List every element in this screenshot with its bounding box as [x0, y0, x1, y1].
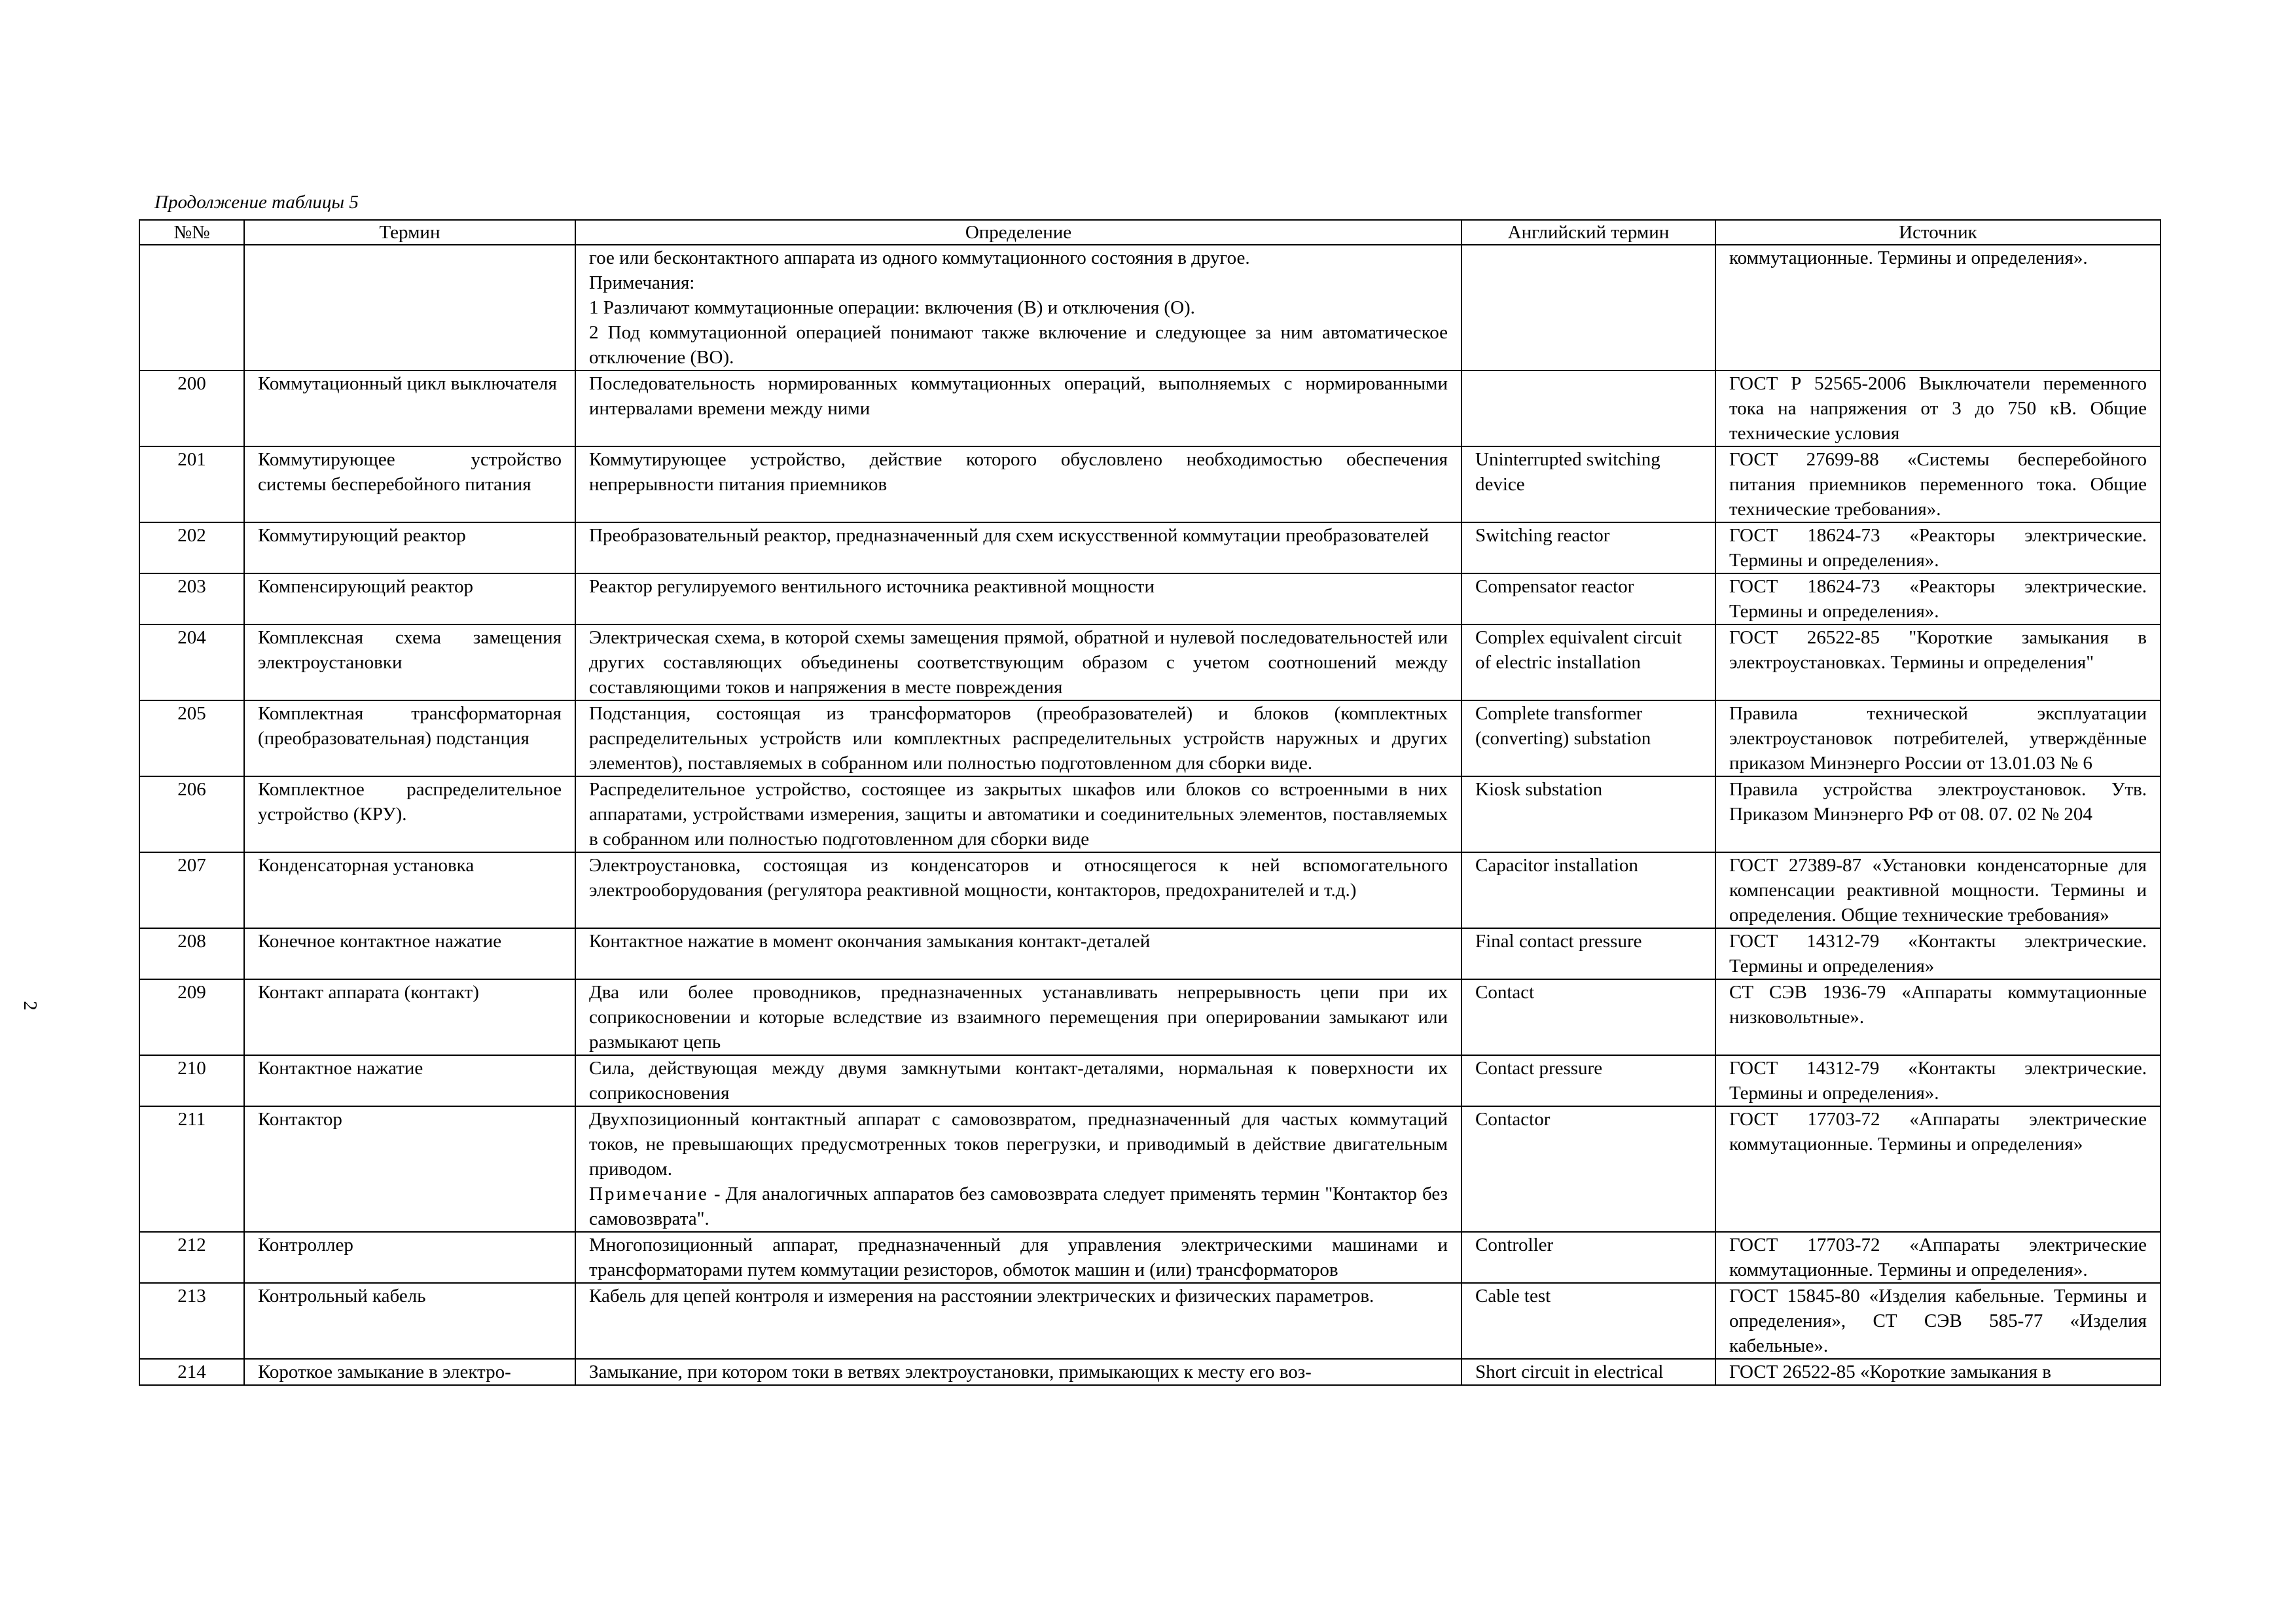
cell-term: Коммутационный цикл выключателя: [244, 370, 575, 446]
cell-number: [139, 245, 244, 370]
cell-source: Правила устройства электроустановок. Утв. Приказом Минэнерго РФ от 08. 07. 02 № 204: [1715, 776, 2161, 852]
cell-source: СТ СЭВ 1936-79 «Аппараты коммутационные низковольтные».: [1715, 979, 2161, 1055]
cell-source: ГОСТ Р 52565-2006 Выключатели переменного тока на напряжения от 3 до 750 кВ. Общие технические условия: [1715, 370, 2161, 446]
cell-number: 209: [139, 979, 244, 1055]
cell-number: 210: [139, 1055, 244, 1106]
cell-definition: Кабель для цепей контроля и измерения на расстоянии электрических и физических параметров.: [575, 1283, 1462, 1359]
cell-english-term: Controller: [1462, 1232, 1715, 1283]
cell-definition: Многопозиционный аппарат, предназначенный для управления электрическими машинами и трансформаторами путем коммутации резисторов, обмоток машин и (или) трансформаторов: [575, 1232, 1462, 1283]
cell-term: Контрольный кабель: [244, 1283, 575, 1359]
table-row: [139, 776, 2161, 852]
cell-english-term: Final contact pressure: [1462, 928, 1715, 979]
cell-number: 213: [139, 1283, 244, 1359]
cell-number: 200: [139, 370, 244, 446]
cell-source: коммутационные. Термины и определения».: [1715, 245, 2161, 370]
cell-source: ГОСТ 14312-79 «Контакты электрические. Термины и определения»: [1715, 928, 2161, 979]
cell-term: Коммутирующий реактор: [244, 522, 575, 573]
note-label: Примечание: [589, 1183, 709, 1204]
header-source: Источник: [1715, 220, 2161, 245]
cell-number: 212: [139, 1232, 244, 1283]
cell-definition: Преобразовательный реактор, предназначенный для схем искусственной коммутации преобразователей: [575, 522, 1462, 573]
table-header-row: [139, 220, 2161, 245]
cell-english-term: Kiosk substation: [1462, 776, 1715, 852]
cell-source: ГОСТ 26522-85 «Короткие замыкания в: [1715, 1359, 2161, 1385]
cell-source: ГОСТ 27389-87 «Установки конденсаторные для компенсации реактивной мощности. Термины и определения. Общие технические требования»: [1715, 852, 2161, 928]
cell-number: 205: [139, 700, 244, 776]
table-row: [139, 1283, 2161, 1359]
cell-source: ГОСТ 14312-79 «Контакты электрические. Термины и определения».: [1715, 1055, 2161, 1106]
cell-source: ГОСТ 26522-85 "Короткие замыкания в электроустановках. Термины и определения": [1715, 624, 2161, 700]
cell-source: ГОСТ 17703-72 «Аппараты электрические коммутационные. Термины и определения».: [1715, 1232, 2161, 1283]
cell-source: ГОСТ 27699-88 «Системы бесперебойного питания приемников переменного тока. Общие технические требования».: [1715, 446, 2161, 522]
cell-english-term: Compensator reactor: [1462, 573, 1715, 624]
cell-english-term: Uninterrupted switching device: [1462, 446, 1715, 522]
cell-definition: Распределительное устройство, состоящее из закрытых шкафов или блоков со встроенными в них аппаратами, устройствами измерения, защиты и автоматики и соединительных элементов, поставляемых в собранном или полностью подготовленном для сборки виде: [575, 776, 1462, 852]
cell-number: 208: [139, 928, 244, 979]
cell-english-term: [1462, 245, 1715, 370]
cell-definition: Сила, действующая между двумя замкнутыми контакт-деталями, нормальная к поверхности их соприкосновения: [575, 1055, 1462, 1106]
table-row: [139, 624, 2161, 700]
cell-term: Конденсаторная установка: [244, 852, 575, 928]
cell-english-term: Complete transformer (converting) substation: [1462, 700, 1715, 776]
table-caption: Продолжение таблицы 5: [154, 192, 359, 213]
table-row: [139, 1359, 2161, 1385]
definition-note-heading: Примечания:: [589, 272, 695, 293]
cell-term: Компенсирующий реактор: [244, 573, 575, 624]
table-row: [139, 852, 2161, 928]
cell-english-term: Switching reactor: [1462, 522, 1715, 573]
cell-definition: Контактное нажатие в момент окончания замыкания контакт-деталей: [575, 928, 1462, 979]
cell-english-term: Contact pressure: [1462, 1055, 1715, 1106]
cell-source: Правила технической эксплуатации электроустановок потребителей, утверждённые приказом Минэнерго России от 13.01.03 № 6: [1715, 700, 2161, 776]
note-text: - Для аналогичных аппаратов без самовозврата следует применять термин "Контактор без самовозврата".: [589, 1183, 1448, 1229]
cell-number: 203: [139, 573, 244, 624]
cell-english-term: Cable test: [1462, 1283, 1715, 1359]
cell-definition: Электроустановка, состоящая из конденсаторов и относящегося к ней вспомогательного электрооборудования (регулятора реактивной мощности, контакторов, предохранителей и т.д.): [575, 852, 1462, 928]
cell-source: ГОСТ 17703-72 «Аппараты электрические коммутационные. Термины и определения»: [1715, 1106, 2161, 1232]
definition-note-2: 2 Под коммутационной операцией понимают также включение и следующее за ним автоматическое отключение (ВО).: [589, 322, 1448, 368]
cell-definition: Реактор регулируемого вентильного источника реактивной мощности: [575, 573, 1462, 624]
table-row: [139, 979, 2161, 1055]
definition-note: [589, 1182, 1448, 1231]
cell-definition: Последовательность нормированных коммутационных операций, выполняемых с нормированными интервалами времени между ними: [575, 370, 1462, 446]
cell-english-term: Capacitor installation: [1462, 852, 1715, 928]
cell-english-term: Contactor: [1462, 1106, 1715, 1232]
page-number: 2: [19, 1001, 41, 1011]
cell-source: ГОСТ 18624-73 «Реакторы электрические. Термины и определения».: [1715, 573, 2161, 624]
cell-term: Контроллер: [244, 1232, 575, 1283]
cell-definition: Два или более проводников, предназначенных устанавливать непрерывность цепи при их соприкосновении и которые вследствие из взаимного перемещения при оперировании замыкают или размыкают цепь: [575, 979, 1462, 1055]
header-term: Термин: [244, 220, 575, 245]
cell-term: Коммутирующее устройство системы бесперебойного питания: [244, 446, 575, 522]
cell-english-term: [1462, 370, 1715, 446]
cell-definition: Коммутирующее устройство, действие которого обусловлено необходимостью обеспечения непрерывности питания приемников: [575, 446, 1462, 522]
cell-term: [244, 245, 575, 370]
cell-number: 201: [139, 446, 244, 522]
cell-source: ГОСТ 15845-80 «Изделия кабельные. Термины и определения», СТ СЭВ 585-77 «Изделия кабельные».: [1715, 1283, 2161, 1359]
cell-source: ГОСТ 18624-73 «Реакторы электрические. Термины и определения».: [1715, 522, 2161, 573]
terms-table: [139, 219, 2161, 1386]
table-row: [139, 700, 2161, 776]
cell-number: 214: [139, 1359, 244, 1385]
definition-note-1: 1 Различают коммутационные операции: включения (В) и отключения (О).: [589, 297, 1195, 318]
table-row: [139, 1055, 2161, 1106]
cell-number: 211: [139, 1106, 244, 1232]
cell-term: Контакт аппарата (контакт): [244, 979, 575, 1055]
cell-term: Контактное нажатие: [244, 1055, 575, 1106]
cell-definition: [575, 1106, 1462, 1232]
cell-number: 202: [139, 522, 244, 573]
cell-number: 207: [139, 852, 244, 928]
cell-definition: Электрическая схема, в которой схемы замещения прямой, обратной и нулевой последовательностей или других составляющих объединены соответствующим образом с учетом соотношений между составляющими токов и напряжения в месте повреждения: [575, 624, 1462, 700]
definition-text: гое или бесконтактного аппарата из одного коммутационного состояния в другое.: [589, 247, 1250, 268]
header-english-term: Английский термин: [1462, 220, 1715, 245]
header-number: №№: [139, 220, 244, 245]
cell-term: Короткое замыкание в электро-: [244, 1359, 575, 1385]
cell-definition: [575, 245, 1462, 370]
cell-number: 206: [139, 776, 244, 852]
definition-text: Двухпозиционный контактный аппарат с самовозвратом, предназначенный для частых коммутаций токов, не превышающих предусмотренных токов перегрузки, и приводимый в действие двигательным приводом.: [589, 1109, 1448, 1180]
cell-english-term: Complex equivalent circuit of electric installation: [1462, 624, 1715, 700]
cell-definition: Замыкание, при котором токи в ветвях электроустановки, примыкающих к месту его воз-: [575, 1359, 1462, 1385]
cell-term: Конечное контактное нажатие: [244, 928, 575, 979]
cell-term: Комплектная трансформаторная (преобразовательная) подстанция: [244, 700, 575, 776]
cell-number: 204: [139, 624, 244, 700]
table-row: [139, 1106, 2161, 1232]
cell-definition: Подстанция, состоящая из трансформаторов (преобразователей) и блоков (комплектных распределительных устройств или комплектных распределительных устройств наружных и других элементов), поставляемых в собранном или полностью подготовленном для сборки виде.: [575, 700, 1462, 776]
header-definition: Определение: [575, 220, 1462, 245]
cell-term: Комплектное распределительное устройство (КРУ).: [244, 776, 575, 852]
table-row: [139, 446, 2161, 522]
table-row: [139, 370, 2161, 446]
table-row: [139, 573, 2161, 624]
cell-term: Контактор: [244, 1106, 575, 1232]
cell-english-term: Short circuit in electrical: [1462, 1359, 1715, 1385]
table-row: [139, 245, 2161, 370]
table-row: [139, 522, 2161, 573]
cell-term: Комплексная схема замещения электроустановки: [244, 624, 575, 700]
table-row: [139, 1232, 2161, 1283]
table-row: [139, 928, 2161, 979]
cell-english-term: Contact: [1462, 979, 1715, 1055]
